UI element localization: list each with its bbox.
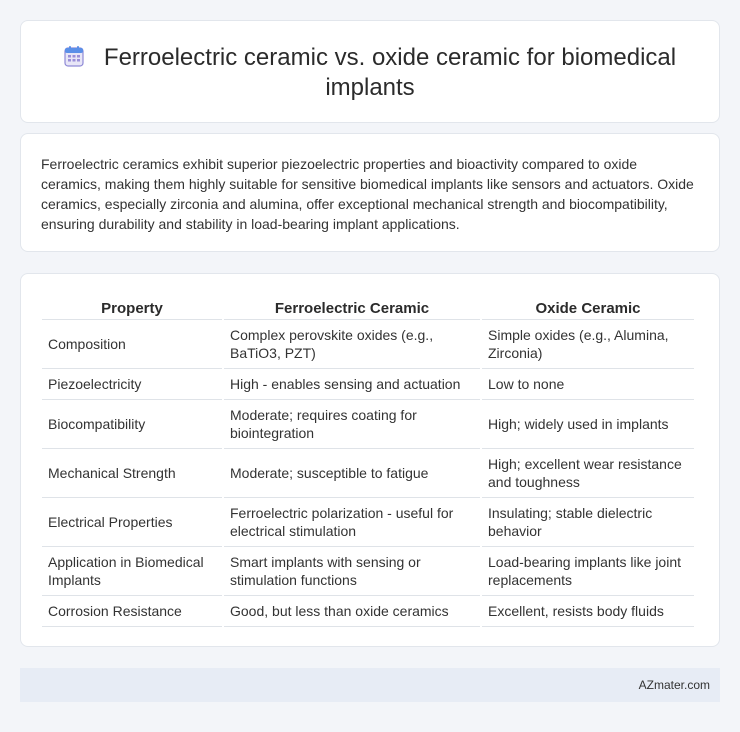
cell-property: Mechanical Strength — [42, 449, 222, 498]
cell-ferroelectric: Smart implants with sensing or stimulation functions — [224, 547, 480, 596]
cell-property: Application in Biomedical Implants — [42, 547, 222, 596]
cell-oxide: Excellent, resists body fluids — [482, 596, 694, 627]
cell-oxide: Simple oxides (e.g., Alumina, Zirconia) — [482, 320, 694, 369]
cell-ferroelectric: Moderate; requires coating for biointegration — [224, 400, 480, 449]
title-row — [21, 43, 719, 103]
footer-brand: AZmater.com — [638, 678, 710, 692]
table-row — [42, 320, 694, 369]
cell-ferroelectric: High - enables sensing and actuation — [224, 369, 480, 400]
cell-oxide: High; excellent wear resistance and toughness — [482, 449, 694, 498]
cell-ferroelectric: Moderate; susceptible to fatigue — [224, 449, 480, 498]
cell-property: Biocompatibility — [42, 400, 222, 449]
calendar-icon — [64, 45, 84, 67]
table-row — [42, 369, 694, 400]
cell-oxide: High; widely used in implants — [482, 400, 694, 449]
table-header-row — [42, 294, 694, 320]
cell-oxide: Load-bearing implants like joint replacements — [482, 547, 694, 596]
table-row — [42, 498, 694, 547]
header-ferroelectric: Ferroelectric Ceramic — [224, 294, 480, 320]
comparison-table — [40, 294, 696, 627]
cell-oxide: Low to none — [482, 369, 694, 400]
page-title: Ferroelectric ceramic vs. oxide ceramic for biomedical implants — [103, 44, 677, 101]
cell-property: Corrosion Resistance — [42, 596, 222, 627]
cell-property: Electrical Properties — [42, 498, 222, 547]
summary-text: Ferroelectric ceramics exhibit superior piezoelectric properties and bioactivity compared to oxide ceramics, making them highly suitable for sensitive biomedical implants like sensors and actuators. Oxide ceramics, especially zirconia and alumina, offer exceptional mechanical strength and biocompatibility, ensuring durability and stability in load-bearing implant applications. — [41, 156, 694, 232]
table-row — [42, 596, 694, 627]
title-card — [20, 20, 720, 123]
summary-card — [20, 133, 720, 252]
cell-property: Composition — [42, 320, 222, 369]
header-property: Property — [42, 294, 222, 320]
footer-bar — [20, 668, 720, 702]
cell-ferroelectric: Good, but less than oxide ceramics — [224, 596, 480, 627]
table-row — [42, 449, 694, 498]
cell-ferroelectric: Complex perovskite oxides (e.g., BaTiO3, PZT) — [224, 320, 480, 369]
cell-property: Piezoelectricity — [42, 369, 222, 400]
table-row — [42, 400, 694, 449]
cell-oxide: Insulating; stable dielectric behavior — [482, 498, 694, 547]
table-row — [42, 547, 694, 596]
header-oxide: Oxide Ceramic — [482, 294, 694, 320]
cell-ferroelectric: Ferroelectric polarization - useful for electrical stimulation — [224, 498, 480, 547]
comparison-table-card — [20, 273, 720, 647]
